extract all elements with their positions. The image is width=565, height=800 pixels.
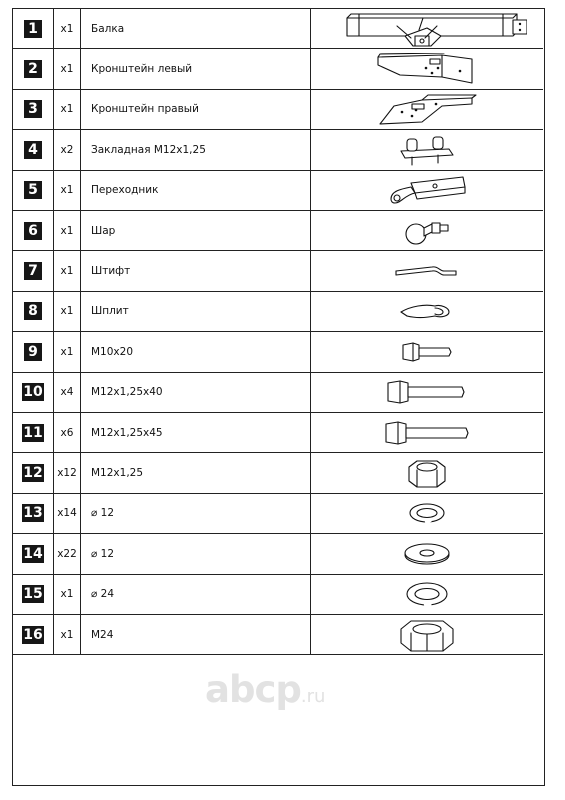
item-number-cell: [13, 534, 54, 573]
item-number: 14: [23, 545, 43, 562]
item-number: 16: [23, 626, 43, 643]
part-name: Шплит: [81, 292, 311, 331]
adapter-icon: [387, 173, 467, 207]
part-illustration-cell: [311, 575, 543, 614]
quantity: x22: [54, 534, 81, 573]
item-number-cell: [13, 292, 54, 331]
cotter-pin-icon: [397, 300, 457, 322]
part-name: ⌀ 12: [81, 494, 311, 533]
table-row: [13, 211, 543, 251]
hitch-beam-icon: [327, 10, 527, 48]
item-number: 3: [24, 100, 42, 118]
part-illustration-cell: [311, 211, 543, 250]
item-number: 10: [23, 384, 43, 401]
part-illustration-cell: [311, 130, 543, 169]
part-illustration-cell: [311, 9, 543, 48]
part-name: Кронштейн левый: [81, 49, 311, 88]
part-illustration-cell: [311, 49, 543, 88]
table-row: [13, 413, 543, 453]
part-illustration-cell: [311, 615, 543, 654]
hex-nut-large-icon: [397, 615, 457, 655]
part-name: Кронштейн правый: [81, 90, 311, 129]
embedded-plate-icon: [397, 133, 457, 167]
part-illustration-cell: [311, 90, 543, 129]
item-number-cell: [13, 251, 54, 290]
part-name: ⌀ 24: [81, 575, 311, 614]
item-number: 7: [24, 262, 42, 280]
table-row: [13, 171, 543, 211]
item-number: 13: [23, 505, 43, 522]
part-illustration-cell: [311, 494, 543, 533]
item-number: 9: [24, 343, 42, 361]
item-number-cell: [13, 130, 54, 169]
hex-nut-icon: [405, 455, 449, 491]
table-row: [13, 534, 543, 574]
watermark: [205, 668, 325, 711]
part-name: M12x1,25: [81, 453, 311, 492]
bolt-short-icon: [399, 339, 455, 365]
item-number-cell: [13, 413, 54, 452]
part-illustration-cell: [311, 373, 543, 412]
part-illustration-cell: [311, 453, 543, 492]
item-number: 11: [23, 424, 43, 441]
quantity: x1: [54, 332, 81, 371]
item-number-cell: [13, 494, 54, 533]
item-number-cell: [13, 332, 54, 371]
quantity: x1: [54, 49, 81, 88]
bolt-medium-icon: [384, 377, 470, 407]
table-row: [13, 49, 543, 89]
part-name: M10x20: [81, 332, 311, 371]
left-bracket-icon: [372, 53, 482, 85]
tow-ball-icon: [402, 214, 452, 248]
part-name: Закладная M12x1,25: [81, 130, 311, 169]
item-number-cell: [13, 373, 54, 412]
part-name: Штифт: [81, 251, 311, 290]
part-name: M12x1,25x45: [81, 413, 311, 452]
quantity: x1: [54, 211, 81, 250]
item-number-cell: [13, 575, 54, 614]
item-number-cell: [13, 453, 54, 492]
item-number-cell: [13, 9, 54, 48]
table-row: [13, 9, 543, 49]
item-number: 6: [24, 222, 42, 240]
item-number-cell: [13, 171, 54, 210]
item-number-cell: [13, 615, 54, 654]
quantity: x2: [54, 130, 81, 169]
item-number: 4: [24, 141, 42, 159]
quantity: x1: [54, 251, 81, 290]
quantity: x1: [54, 90, 81, 129]
part-illustration-cell: [311, 292, 543, 331]
spring-washer-large-icon: [402, 579, 452, 609]
item-number: 5: [24, 181, 42, 199]
quantity: x12: [54, 453, 81, 492]
quantity: x1: [54, 292, 81, 331]
part-illustration-cell: [311, 534, 543, 573]
part-name: Переходник: [81, 171, 311, 210]
quantity: x1: [54, 171, 81, 210]
part-illustration-cell: [311, 332, 543, 371]
spring-washer-icon: [405, 500, 449, 526]
quantity: x1: [54, 615, 81, 654]
table-row: [13, 130, 543, 170]
item-number-cell: [13, 49, 54, 88]
part-name: M12x1,25x40: [81, 373, 311, 412]
part-name: ⌀ 12: [81, 534, 311, 573]
bolt-long-icon: [382, 418, 472, 448]
table-row: [13, 251, 543, 291]
quantity: x14: [54, 494, 81, 533]
item-number: 8: [24, 302, 42, 320]
table-row: [13, 373, 543, 413]
table-row: [13, 575, 543, 615]
table-row: [13, 615, 543, 655]
flat-washer-icon: [401, 541, 453, 567]
part-illustration-cell: [311, 251, 543, 290]
quantity: x1: [54, 9, 81, 48]
table-row: [13, 90, 543, 130]
item-number: 2: [24, 60, 42, 78]
table-row: [13, 292, 543, 332]
item-number: 15: [23, 586, 43, 603]
part-name: M24: [81, 615, 311, 654]
quantity: x6: [54, 413, 81, 452]
part-illustration-cell: [311, 171, 543, 210]
item-number-cell: [13, 211, 54, 250]
part-name: Балка: [81, 9, 311, 48]
watermark-main: abcp: [205, 668, 301, 711]
watermark-suffix: .ru: [300, 686, 326, 707]
part-illustration-cell: [311, 413, 543, 452]
table-row: [13, 494, 543, 534]
item-number-cell: [13, 90, 54, 129]
item-number: 1: [24, 20, 42, 38]
item-number: 12: [23, 465, 43, 482]
quantity: x4: [54, 373, 81, 412]
table-row: [13, 453, 543, 493]
right-bracket-icon: [372, 92, 482, 126]
part-name: Шар: [81, 211, 311, 250]
table-row: [13, 332, 543, 372]
quantity: x1: [54, 575, 81, 614]
pin-icon: [392, 261, 462, 281]
